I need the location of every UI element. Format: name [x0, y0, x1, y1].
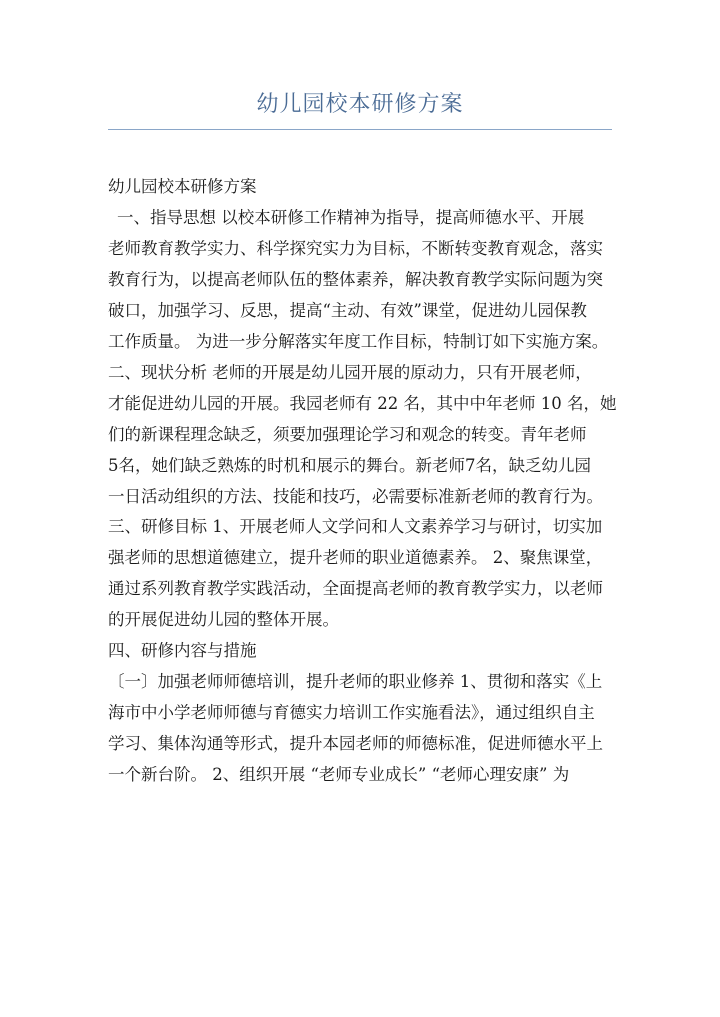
paragraph-line: 〔一〕加强老师师德培训，提升老师的职业修养 1、贯彻和落实《上 — [108, 672, 603, 692]
paragraph-line: 一、指导思想 以校本研修工作精神为指导，提高师德水平、开展 — [117, 207, 585, 227]
paragraph-line: 学习、集体沟通等形式，提升本园老师的师德标准，促进师德水平上 — [108, 734, 603, 754]
paragraph-line: 一日活动组织的方法、技能和技巧，必需要标准新老师的教育行为。 — [108, 486, 603, 506]
paragraph-line: 一个新台阶。 2、组织开展 “老师专业成长” “老师心理安康” 为 — [108, 765, 570, 785]
paragraph-line: 破口，加强学习、反思，提高“主动、有效”课堂，促进幼儿园保教 — [108, 300, 587, 320]
paragraph-line: 才能促进幼儿园的开展。我园老师有 22 名，其中中年老师 10 名，她 — [108, 393, 617, 413]
paragraph-line: 海市中小学老师师德与育德实力培训工作实施看法》，通过组织自主 — [108, 703, 595, 723]
paragraph-line: 工作质量。 为进一步分解落实年度工作目标，特制订如下实施方案。 — [108, 331, 609, 351]
paragraph-line: 二、现状分析 老师的开展是幼儿园开展的原动力，只有开展老师， — [108, 362, 592, 382]
paragraph-line: 通过系列教育教学实践活动，全面提高老师的教育教学实力，以老师 — [108, 579, 603, 599]
paragraph-line: 强老师的思想道德建立，提升老师的职业道德素养。 2、聚焦课堂， — [108, 548, 603, 568]
section-heading: 四、研修内容与措施 — [108, 641, 257, 661]
paragraph-line: 们的新课程理念缺乏，须要加强理论学习和观念的转变。青年老师 — [108, 424, 587, 444]
paragraph-line: 的开展促进幼儿园的整体开展。 — [108, 610, 339, 630]
paragraph-line: 教育行为，以提高老师队伍的整体素养，解决教育教学实际问题为突 — [108, 269, 603, 289]
paragraph-line: 老师教育教学实力、科学探究实力为目标，不断转变教育观念，落实 — [108, 238, 603, 258]
document-title: 幼儿园校本研修方案 — [256, 92, 464, 117]
paragraph-line: 5名，她们缺乏熟炼的时机和展示的舞台。新老师7名，缺乏幼儿园 — [108, 455, 591, 475]
paragraph-line: 三、研修目标 1、开展老师人文学问和人文素养学习与研讨，切实加 — [108, 517, 603, 537]
title-divider — [108, 129, 612, 130]
document-body — [108, 172, 624, 791]
body-heading: 幼儿园校本研修方案 — [108, 177, 257, 196]
